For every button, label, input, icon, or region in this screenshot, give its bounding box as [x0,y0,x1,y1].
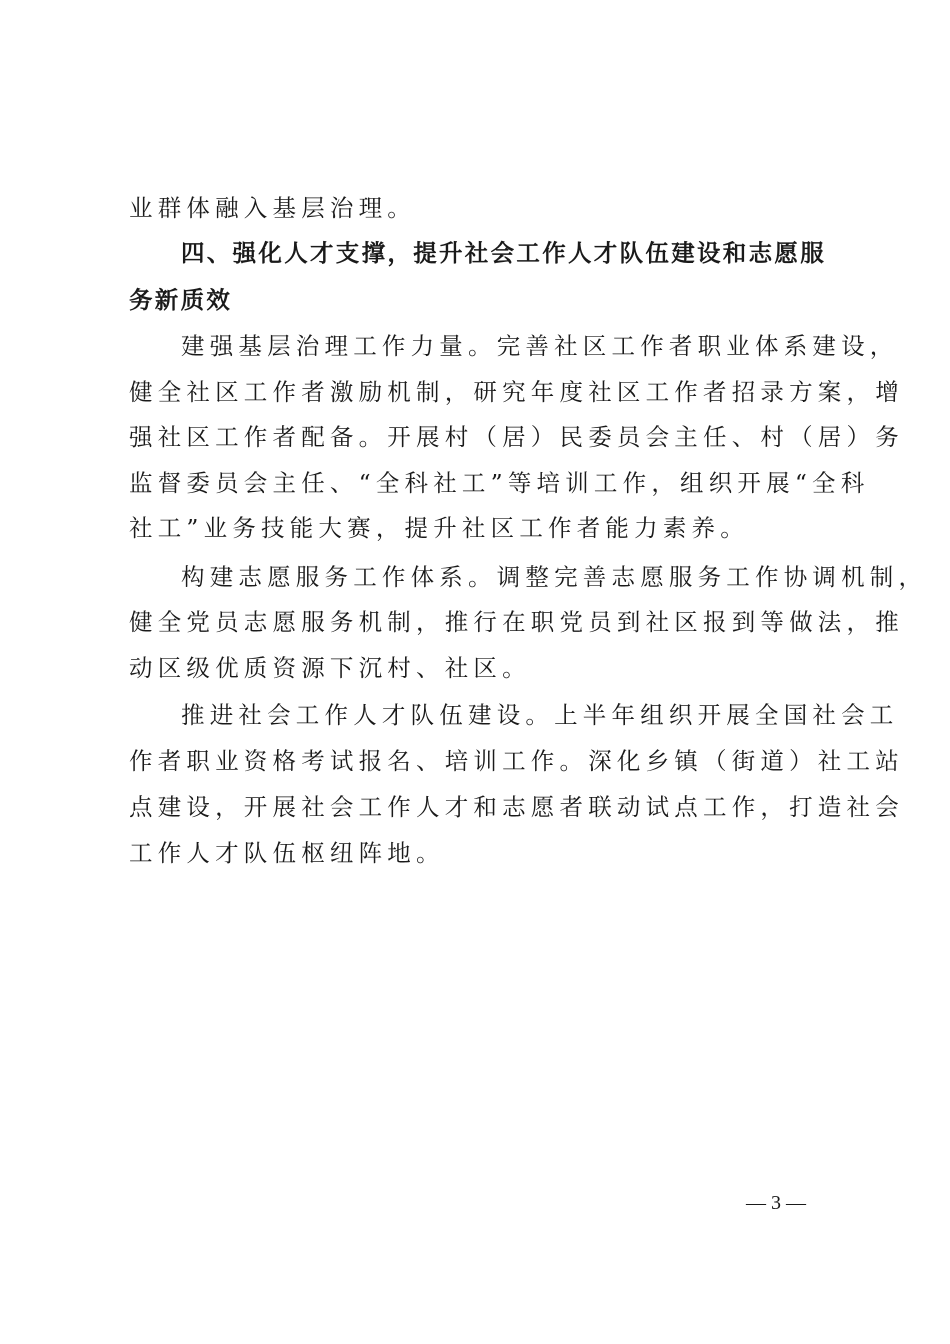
paragraph-1-line-1: 建强基层治理工作力量。完善社区工作者职业体系建设， [181,332,899,360]
paragraph-3-line-3: 点建设，开展社会工作人才和志愿者联动试点工作，打造社会 [129,793,904,821]
paragraph-3-line-4: 工作人才队伍枢纽阵地。 [129,839,445,867]
paragraph-1-line-4: 监督委员会主任、“全科社工”等培训工作，组织开展“全科 [129,469,870,497]
continuation-text: 业群体融入基层治理。 [129,194,416,222]
paragraph-2-line-1: 构建志愿服务工作体系。调整完善志愿服务工作协调机制， [181,563,928,591]
section-heading-line-1: 四、强化人才支撑，提升社会工作人才队伍建设和志愿服 [181,239,826,267]
paragraph-3-line-2: 作者职业资格考试报名、培训工作。深化乡镇（街道）社工站 [129,747,904,775]
paragraph-1-line-5: 社工”业务技能大赛，提升社区工作者能力素养。 [129,514,749,542]
page-number: — 3 — [746,1192,806,1214]
paragraph-2-line-2: 健全党员志愿服务机制，推行在职党员到社区报到等做法，推 [129,608,904,636]
paragraph-2-line-3: 动区级优质资源下沉村、社区。 [129,654,531,682]
section-heading-line-2: 务新质效 [129,286,233,314]
paragraph-1-line-3: 强社区工作者配备。开展村（居）民委员会主任、村（居）务 [129,423,904,451]
paragraph-3-line-1: 推进社会工作人才队伍建设。上半年组织开展全国社会工 [181,701,899,729]
paragraph-1-line-2: 健全社区工作者激励机制，研究年度社区工作者招录方案，增 [129,378,904,406]
